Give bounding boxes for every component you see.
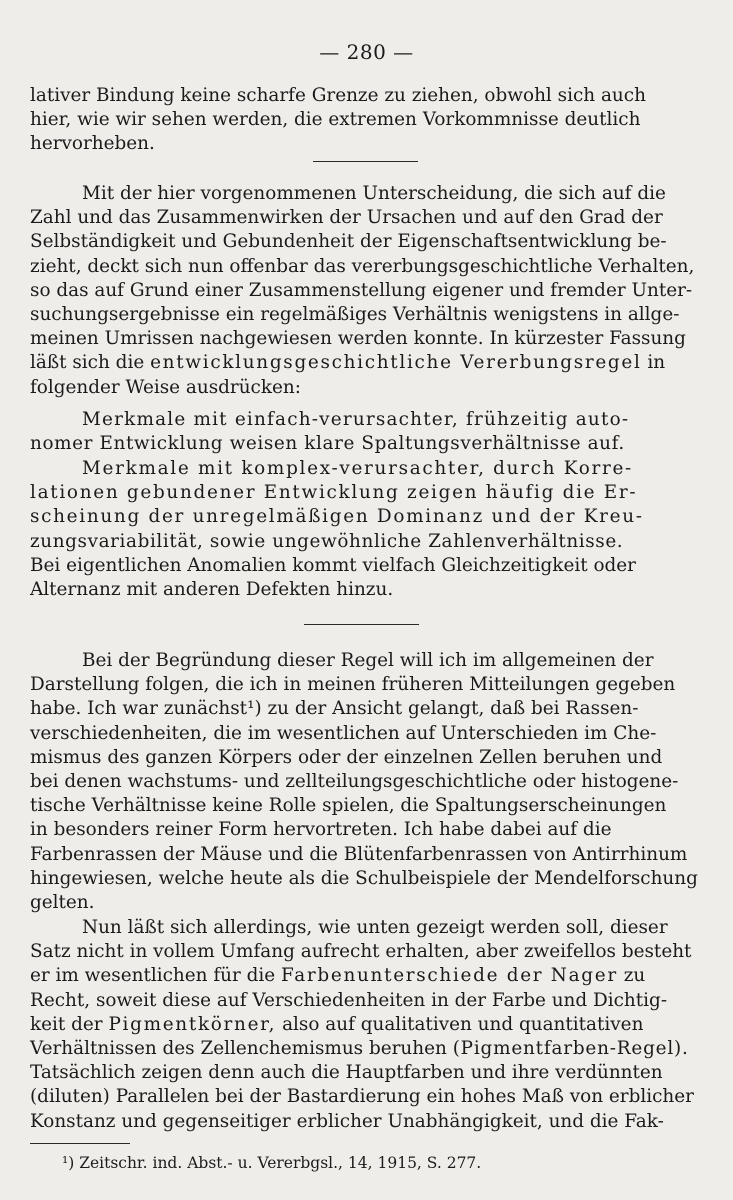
rule-statement-2	[30, 457, 708, 554]
text-line: hingewiesen, welche heute als die Schulbeispiele der Mendelforschung	[30, 867, 698, 889]
text-line: zieht, deckt sich nun offenbar das vererbungsgeschichtliche Verhalten,	[30, 255, 695, 277]
text-line: tische Verhältnisse keine Rolle spielen, die Spaltungserscheinungen	[30, 795, 667, 817]
paragraph-pigment-rule	[30, 916, 708, 1134]
text-line: Merkmale mit komplex-verursachter, durch Korre-	[82, 458, 633, 479]
footnote: ¹) Zeitschr. ind. Abst.- u. Vererbgsl., 14, 1915, S. 277.	[62, 1154, 482, 1172]
text-line: Merkmale mit einfach-verursachter, frühzeitig auto-	[82, 409, 630, 430]
text-line: verschiedenheiten, die im wesentlichen auf Unterschieden im Che-	[30, 722, 657, 744]
text-line: Verhältnissen des Zellenchemismus beruhen	[30, 1038, 447, 1060]
text-line: gelten.	[30, 892, 95, 914]
text-line: Satz nicht in vollem Umfang aufrecht erhalten, aber zweifellos besteht	[30, 941, 692, 963]
text-line: Konstanz und gegenseitiger erblicher Unabhängigkeit, und die Fak-	[30, 1110, 664, 1132]
text-line: Tatsächlich zeigen denn auch die Hauptfarben und ihre verdünnten	[30, 1062, 663, 1084]
text-line: Bei eigentlichen Anomalien kommt vielfach Gleichzeitigkeit oder	[30, 555, 636, 576]
text-line: lationen gebundener Entwicklung zeigen häufig die Er-	[30, 482, 638, 504]
text-line: Farbenrassen der Mäuse und die Blütenfarbenrassen von Antirrhinum	[30, 843, 688, 865]
text-line: habe. Ich war zunächst¹) zu der Ansicht gelangt, daß bei Rassen-	[30, 698, 639, 720]
paragraph-justification	[30, 649, 708, 915]
text-line: er im wesentlichen für die	[30, 965, 276, 987]
text-line: in besonders reiner Form hervortreten. Ich habe dabei auf die	[30, 819, 612, 841]
text-line: Darstellung folgen, die ich in meinen früheren Mitteilungen gegeben	[30, 674, 676, 696]
text-line: keit der	[30, 1013, 103, 1035]
text-line: Mit der hier vorgenommenen Unterscheidung, die sich auf die	[82, 183, 666, 204]
text-line: also auf qualitativen und quantitativen	[282, 1013, 644, 1035]
text-line: lativer Bindung keine scharfe Grenze zu ziehen, obwohl sich auch	[30, 85, 646, 106]
text-line: scheinung der unregelmäßigen Dominanz und der Kreu-	[30, 506, 644, 528]
text-line: Zahl und das Zusammenwirken der Ursachen und auf den Grad der	[30, 207, 663, 229]
text-line: mismus des ganzen Körpers oder der einzelnen Zellen beruhen und	[30, 746, 663, 768]
text-line: zungsvariabilität, sowie ungewöhnliche Zahlenverhältnisse.	[30, 530, 624, 552]
text-line: Selbständigkeit und Gebundenheit der Eigenschaftsentwicklung be-	[30, 231, 667, 253]
page-number: — 280 —	[319, 40, 414, 64]
rule-statement-1	[30, 408, 708, 456]
emphasized-term: Farbenunterschiede der Nager	[281, 965, 618, 987]
text-line: hervorheben.	[30, 133, 155, 155]
section-divider	[313, 161, 418, 162]
paragraph-rule-intro	[30, 182, 708, 400]
text-line: (diluten) Parallelen bei der Bastardierung ein hohes Maß von erblicher	[30, 1086, 694, 1108]
text-line: suchungsergebnisse ein regelmäßiges Verhältnis wenigstens in allge-	[30, 304, 680, 326]
footnote-divider	[30, 1143, 130, 1144]
text-line: folgender Weise ausdrücken:	[30, 376, 301, 398]
text-line: Nun läßt sich allerdings, wie unten gezeigt werden soll, dieser	[82, 917, 668, 938]
text-line: meinen Umrissen nachgewiesen werden konnte. In kürzester Fassung	[30, 328, 686, 350]
text-line: in	[647, 352, 666, 374]
emphasized-term: entwicklungsgeschichtliche Vererbungsregel	[150, 352, 642, 374]
paragraph-anomalies	[30, 554, 708, 602]
emphasized-term: Pigmentkörner,	[108, 1013, 277, 1035]
text-line: so das auf Grund einer Zusammenstellung eigener und fremder Unter-	[30, 279, 693, 301]
emphasized-term: (Pigmentfarben-Regel).	[452, 1038, 689, 1060]
text-line: läßt sich die	[30, 352, 145, 374]
section-divider	[304, 624, 419, 625]
text-line: Recht, soweit diese auf Verschiedenheiten in der Farbe und Dichtig-	[30, 989, 668, 1011]
text-line: Bei der Begründung dieser Regel will ich im allgemeinen der	[82, 650, 654, 671]
text-line: bei denen wachstums- und zellteilungsgeschichtliche oder histogene-	[30, 771, 679, 793]
text-line: nomer Entwicklung weisen klare Spaltungsverhältnisse auf.	[30, 433, 625, 455]
text-line: hier, wie wir sehen werden, die extremen Vorkommnisse deutlich	[30, 109, 641, 131]
paragraph-continuation	[30, 84, 708, 157]
text-line: zu	[623, 965, 646, 987]
text-line: Alternanz mit anderen Defekten hinzu.	[30, 579, 394, 601]
